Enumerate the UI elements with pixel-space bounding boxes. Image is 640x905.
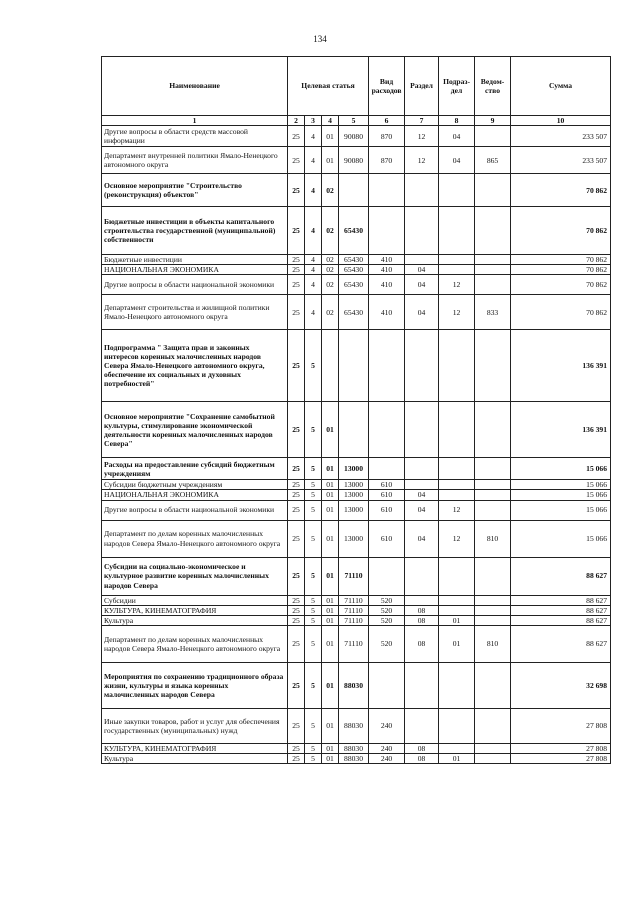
table-row: [102, 615, 611, 625]
target-direction-cell: 13000: [339, 490, 369, 500]
target-event-cell: 01: [322, 490, 339, 500]
subsection-cell: 01: [439, 615, 475, 625]
target-program-cell: 25: [288, 662, 305, 708]
target-event-cell: 02: [322, 265, 339, 275]
expense-type-cell: 520: [369, 615, 405, 625]
amount-cell: 27 808: [511, 708, 611, 743]
header-department: Ведом-ство: [475, 57, 511, 116]
target-direction-cell: 90080: [339, 147, 369, 174]
table-row: [102, 147, 611, 174]
target-subprogram-cell: 5: [305, 458, 322, 480]
target-event-cell: 02: [322, 295, 339, 330]
department-code-cell: [475, 753, 511, 763]
target-subprogram-cell: 5: [305, 402, 322, 458]
row-name-cell: КУЛЬТУРА, КИНЕМАТОГРАФИЯ: [102, 605, 288, 615]
department-code-cell: [475, 743, 511, 753]
table-row: [102, 490, 611, 500]
target-event-cell: 02: [322, 174, 339, 207]
row-name-cell: Основное мероприятие "Строительство (реконструкция) объектов": [102, 174, 288, 207]
section-cell: 04: [405, 520, 439, 557]
department-code-cell: 865: [475, 147, 511, 174]
section-cell: 04: [405, 490, 439, 500]
subsection-cell: [439, 743, 475, 753]
amount-cell: 70 862: [511, 265, 611, 275]
subsection-cell: 01: [439, 625, 475, 662]
target-program-cell: 25: [288, 458, 305, 480]
column-number: 3: [305, 116, 322, 126]
table-row: [102, 174, 611, 207]
department-code-cell: 810: [475, 625, 511, 662]
section-cell: 04: [405, 295, 439, 330]
column-number: 10: [511, 116, 611, 126]
section-cell: [405, 480, 439, 490]
section-cell: [405, 255, 439, 265]
amount-cell: 233 507: [511, 126, 611, 147]
target-subprogram-cell: 5: [305, 708, 322, 743]
target-subprogram-cell: 5: [305, 520, 322, 557]
target-direction-cell: [339, 174, 369, 207]
subsection-cell: [439, 255, 475, 265]
department-code-cell: [475, 275, 511, 295]
target-subprogram-cell: 4: [305, 174, 322, 207]
department-code-cell: [475, 595, 511, 605]
subsection-cell: 12: [439, 520, 475, 557]
header-section: Раздел: [405, 57, 439, 116]
target-event-cell: 02: [322, 275, 339, 295]
department-code-cell: [475, 490, 511, 500]
target-direction-cell: 88030: [339, 662, 369, 708]
column-number-row: [102, 116, 611, 126]
column-number: 1: [102, 116, 288, 126]
section-cell: [405, 557, 439, 595]
row-name-cell: Иные закупки товаров, работ и услуг для обеспечения государственных (муниципальных) нужд: [102, 708, 288, 743]
expense-type-cell: 410: [369, 265, 405, 275]
section-cell: 12: [405, 147, 439, 174]
section-cell: [405, 402, 439, 458]
row-name-cell: Другие вопросы в области национальной экономики: [102, 275, 288, 295]
row-name-cell: Департамент по делам коренных малочисленных народов Севера Ямало-Ненецкого автономного округа: [102, 625, 288, 662]
row-name-cell: Субсидии: [102, 595, 288, 605]
table-row: [102, 662, 611, 708]
target-direction-cell: 65430: [339, 207, 369, 255]
expense-type-cell: 610: [369, 480, 405, 490]
department-code-cell: [475, 500, 511, 520]
expense-type-cell: 410: [369, 275, 405, 295]
target-subprogram-cell: 4: [305, 255, 322, 265]
expense-type-cell: [369, 330, 405, 402]
row-name-cell: НАЦИОНАЛЬНАЯ ЭКОНОМИКА: [102, 265, 288, 275]
target-event-cell: 02: [322, 207, 339, 255]
column-number: 4: [322, 116, 339, 126]
row-name-cell: Основное мероприятие "Сохранение самобытной культуры, стимулирование экономической деятельности коренных малочисленных народов Севера": [102, 402, 288, 458]
target-program-cell: 25: [288, 402, 305, 458]
subsection-cell: [439, 265, 475, 275]
target-direction-cell: 88030: [339, 753, 369, 763]
amount-cell: 27 808: [511, 753, 611, 763]
amount-cell: 136 391: [511, 330, 611, 402]
section-cell: [405, 458, 439, 480]
amount-cell: 15 066: [511, 520, 611, 557]
amount-cell: 70 862: [511, 174, 611, 207]
target-direction-cell: 71110: [339, 615, 369, 625]
header-subsection: Подраз-дел: [439, 57, 475, 116]
target-program-cell: 25: [288, 174, 305, 207]
subsection-cell: 12: [439, 500, 475, 520]
target-subprogram-cell: 5: [305, 753, 322, 763]
row-name-cell: Бюджетные инвестиции: [102, 255, 288, 265]
target-direction-cell: 65430: [339, 275, 369, 295]
target-program-cell: 25: [288, 605, 305, 615]
table-row: [102, 207, 611, 255]
table-row: [102, 480, 611, 490]
target-event-cell: 01: [322, 743, 339, 753]
table-row: [102, 458, 611, 480]
target-event-cell: 01: [322, 520, 339, 557]
target-subprogram-cell: 5: [305, 557, 322, 595]
expense-type-cell: 610: [369, 520, 405, 557]
table-row: [102, 753, 611, 763]
column-number: 8: [439, 116, 475, 126]
target-subprogram-cell: 4: [305, 295, 322, 330]
expense-type-cell: 520: [369, 595, 405, 605]
target-direction-cell: 71110: [339, 557, 369, 595]
target-event-cell: 01: [322, 753, 339, 763]
section-cell: [405, 595, 439, 605]
amount-cell: 136 391: [511, 402, 611, 458]
section-cell: 12: [405, 126, 439, 147]
subsection-cell: [439, 557, 475, 595]
table-row: [102, 743, 611, 753]
subsection-cell: [439, 708, 475, 743]
amount-cell: 70 862: [511, 275, 611, 295]
section-cell: [405, 174, 439, 207]
amount-cell: 15 066: [511, 458, 611, 480]
target-direction-cell: 90080: [339, 126, 369, 147]
subsection-cell: [439, 330, 475, 402]
target-direction-cell: 13000: [339, 458, 369, 480]
target-direction-cell: 13000: [339, 480, 369, 490]
target-program-cell: 25: [288, 743, 305, 753]
amount-cell: 233 507: [511, 147, 611, 174]
target-event-cell: 01: [322, 147, 339, 174]
target-event-cell: 02: [322, 255, 339, 265]
target-direction-cell: [339, 330, 369, 402]
column-number: 5: [339, 116, 369, 126]
target-program-cell: 25: [288, 255, 305, 265]
expense-type-cell: 410: [369, 255, 405, 265]
expense-type-cell: 870: [369, 126, 405, 147]
expense-type-cell: 240: [369, 743, 405, 753]
target-subprogram-cell: 5: [305, 615, 322, 625]
section-cell: 08: [405, 605, 439, 615]
table-row: [102, 605, 611, 615]
expense-type-cell: [369, 458, 405, 480]
header-target: Целевая статья: [288, 57, 369, 116]
amount-cell: 15 066: [511, 500, 611, 520]
section-cell: [405, 708, 439, 743]
amount-cell: 88 627: [511, 615, 611, 625]
target-program-cell: 25: [288, 557, 305, 595]
target-event-cell: 01: [322, 458, 339, 480]
section-cell: 08: [405, 615, 439, 625]
department-code-cell: [475, 174, 511, 207]
target-direction-cell: 13000: [339, 520, 369, 557]
expense-type-cell: 410: [369, 295, 405, 330]
expense-type-cell: 610: [369, 500, 405, 520]
department-code-cell: [475, 708, 511, 743]
section-cell: [405, 662, 439, 708]
header-expense-type: Вид расходов: [369, 57, 405, 116]
expense-type-cell: [369, 207, 405, 255]
amount-cell: 32 698: [511, 662, 611, 708]
target-subprogram-cell: 4: [305, 147, 322, 174]
department-code-cell: 810: [475, 520, 511, 557]
row-name-cell: Бюджетные инвестиции в объекты капитального строительства государственной (муниципальной) собственности: [102, 207, 288, 255]
row-name-cell: Культура: [102, 753, 288, 763]
target-event-cell: 01: [322, 615, 339, 625]
column-number: 7: [405, 116, 439, 126]
amount-cell: 88 627: [511, 605, 611, 615]
amount-cell: 15 066: [511, 480, 611, 490]
row-name-cell: Субсидии бюджетным учреждениям: [102, 480, 288, 490]
section-cell: 08: [405, 743, 439, 753]
budget-table: [101, 56, 611, 764]
target-program-cell: 25: [288, 500, 305, 520]
target-subprogram-cell: 5: [305, 662, 322, 708]
subsection-cell: [439, 207, 475, 255]
row-name-cell: Департамент по делам коренных малочисленных народов Севера Ямало-Ненецкого автономного округа: [102, 520, 288, 557]
expense-type-cell: [369, 662, 405, 708]
section-cell: 08: [405, 753, 439, 763]
target-direction-cell: 13000: [339, 500, 369, 520]
row-name-cell: НАЦИОНАЛЬНАЯ ЭКОНОМИКА: [102, 490, 288, 500]
subsection-cell: [439, 595, 475, 605]
amount-cell: 27 808: [511, 743, 611, 753]
table-row: [102, 520, 611, 557]
target-direction-cell: 71110: [339, 625, 369, 662]
target-program-cell: 25: [288, 520, 305, 557]
expense-type-cell: 870: [369, 147, 405, 174]
table-row: [102, 126, 611, 147]
amount-cell: 70 862: [511, 295, 611, 330]
department-code-cell: [475, 330, 511, 402]
section-cell: 04: [405, 500, 439, 520]
target-program-cell: 25: [288, 625, 305, 662]
subsection-cell: [439, 490, 475, 500]
target-program-cell: 25: [288, 490, 305, 500]
subsection-cell: [439, 458, 475, 480]
target-subprogram-cell: 5: [305, 330, 322, 402]
row-name-cell: Культура: [102, 615, 288, 625]
target-subprogram-cell: 5: [305, 480, 322, 490]
department-code-cell: 833: [475, 295, 511, 330]
table-row: [102, 402, 611, 458]
target-subprogram-cell: 5: [305, 743, 322, 753]
expense-type-cell: 240: [369, 708, 405, 743]
row-name-cell: Подпрограмма " Защита прав и законных интересов коренных малочисленных народов Севера Ямало-Ненецкого автономного округа, обеспечение их социальных и духовных потребностей": [102, 330, 288, 402]
subsection-cell: 12: [439, 295, 475, 330]
subsection-cell: 04: [439, 147, 475, 174]
table-row: [102, 275, 611, 295]
table-row: [102, 595, 611, 605]
expense-type-cell: [369, 557, 405, 595]
target-subprogram-cell: 5: [305, 625, 322, 662]
subsection-cell: 01: [439, 753, 475, 763]
amount-cell: 15 066: [511, 490, 611, 500]
target-program-cell: 25: [288, 330, 305, 402]
row-name-cell: Департамент строительства и жилищной политики Ямало-Ненецкого автономного округа: [102, 295, 288, 330]
subsection-cell: 04: [439, 126, 475, 147]
target-subprogram-cell: 5: [305, 500, 322, 520]
target-direction-cell: 71110: [339, 605, 369, 615]
department-code-cell: [475, 615, 511, 625]
expense-type-cell: 520: [369, 625, 405, 662]
target-event-cell: 01: [322, 595, 339, 605]
row-name-cell: Другие вопросы в области средств массовой информации: [102, 126, 288, 147]
section-cell: 04: [405, 275, 439, 295]
subsection-cell: [439, 480, 475, 490]
row-name-cell: Другие вопросы в области национальной экономики: [102, 500, 288, 520]
target-event-cell: 01: [322, 500, 339, 520]
header-name: Наименование: [102, 57, 288, 116]
target-program-cell: 25: [288, 753, 305, 763]
section-cell: 08: [405, 625, 439, 662]
department-code-cell: [475, 207, 511, 255]
table-row: [102, 255, 611, 265]
section-cell: [405, 207, 439, 255]
table-row: [102, 708, 611, 743]
row-name-cell: Субсидии на социально-экономическое и культурное развитие коренных малочисленных народов Севера: [102, 557, 288, 595]
row-name-cell: Мероприятия по сохранению традиционного образа жизни, культуры и языка коренных малочисленных народов Севера: [102, 662, 288, 708]
department-code-cell: [475, 557, 511, 595]
amount-cell: 88 627: [511, 625, 611, 662]
subsection-cell: [439, 662, 475, 708]
target-program-cell: 25: [288, 295, 305, 330]
target-program-cell: 25: [288, 126, 305, 147]
target-event-cell: 01: [322, 557, 339, 595]
target-program-cell: 25: [288, 708, 305, 743]
department-code-cell: [475, 458, 511, 480]
target-event-cell: 01: [322, 605, 339, 615]
section-cell: [405, 330, 439, 402]
subsection-cell: [439, 402, 475, 458]
table-row: [102, 557, 611, 595]
expense-type-cell: [369, 402, 405, 458]
department-code-cell: [475, 402, 511, 458]
target-direction-cell: 88030: [339, 708, 369, 743]
row-name-cell: КУЛЬТУРА, КИНЕМАТОГРАФИЯ: [102, 743, 288, 753]
target-event-cell: 01: [322, 708, 339, 743]
target-direction-cell: [339, 402, 369, 458]
amount-cell: 70 862: [511, 255, 611, 265]
target-event-cell: 01: [322, 402, 339, 458]
target-program-cell: 25: [288, 615, 305, 625]
department-code-cell: [475, 265, 511, 275]
table-row: [102, 500, 611, 520]
target-program-cell: 25: [288, 275, 305, 295]
target-event-cell: 01: [322, 662, 339, 708]
target-event-cell: 01: [322, 480, 339, 490]
target-event-cell: 01: [322, 625, 339, 662]
row-name-cell: Расходы на предоставление субсидий бюджетным учреждениям: [102, 458, 288, 480]
target-subprogram-cell: 4: [305, 265, 322, 275]
department-code-cell: [475, 605, 511, 615]
table-row: [102, 625, 611, 662]
amount-cell: 88 627: [511, 595, 611, 605]
target-subprogram-cell: 5: [305, 490, 322, 500]
target-event-cell: [322, 330, 339, 402]
department-code-cell: [475, 480, 511, 490]
target-program-cell: 25: [288, 207, 305, 255]
department-code-cell: [475, 662, 511, 708]
target-subprogram-cell: 5: [305, 595, 322, 605]
subsection-cell: [439, 174, 475, 207]
target-direction-cell: 65430: [339, 265, 369, 275]
expense-type-cell: 610: [369, 490, 405, 500]
target-program-cell: 25: [288, 480, 305, 490]
department-code-cell: [475, 126, 511, 147]
target-direction-cell: 65430: [339, 255, 369, 265]
target-subprogram-cell: 4: [305, 275, 322, 295]
page-number: 134: [313, 34, 327, 44]
target-subprogram-cell: 4: [305, 126, 322, 147]
amount-cell: 88 627: [511, 557, 611, 595]
amount-cell: 70 862: [511, 207, 611, 255]
expense-type-cell: 520: [369, 605, 405, 615]
target-subprogram-cell: 4: [305, 207, 322, 255]
target-program-cell: 25: [288, 147, 305, 174]
column-number: 6: [369, 116, 405, 126]
subsection-cell: [439, 605, 475, 615]
row-name-cell: Департамент внутренней политики Ямало-Ненецкого автономного округа: [102, 147, 288, 174]
column-number: 2: [288, 116, 305, 126]
target-program-cell: 25: [288, 265, 305, 275]
expense-type-cell: 240: [369, 753, 405, 763]
expense-type-cell: [369, 174, 405, 207]
table-row: [102, 295, 611, 330]
header-row: [102, 57, 611, 116]
department-code-cell: [475, 255, 511, 265]
target-direction-cell: 88030: [339, 743, 369, 753]
header-sum: Сумма: [511, 57, 611, 116]
target-direction-cell: 65430: [339, 295, 369, 330]
column-number: 9: [475, 116, 511, 126]
table-body: [102, 126, 611, 764]
subsection-cell: 12: [439, 275, 475, 295]
target-program-cell: 25: [288, 595, 305, 605]
target-subprogram-cell: 5: [305, 605, 322, 615]
target-direction-cell: 71110: [339, 595, 369, 605]
section-cell: 04: [405, 265, 439, 275]
table-row: [102, 330, 611, 402]
table-row: [102, 265, 611, 275]
target-event-cell: 01: [322, 126, 339, 147]
